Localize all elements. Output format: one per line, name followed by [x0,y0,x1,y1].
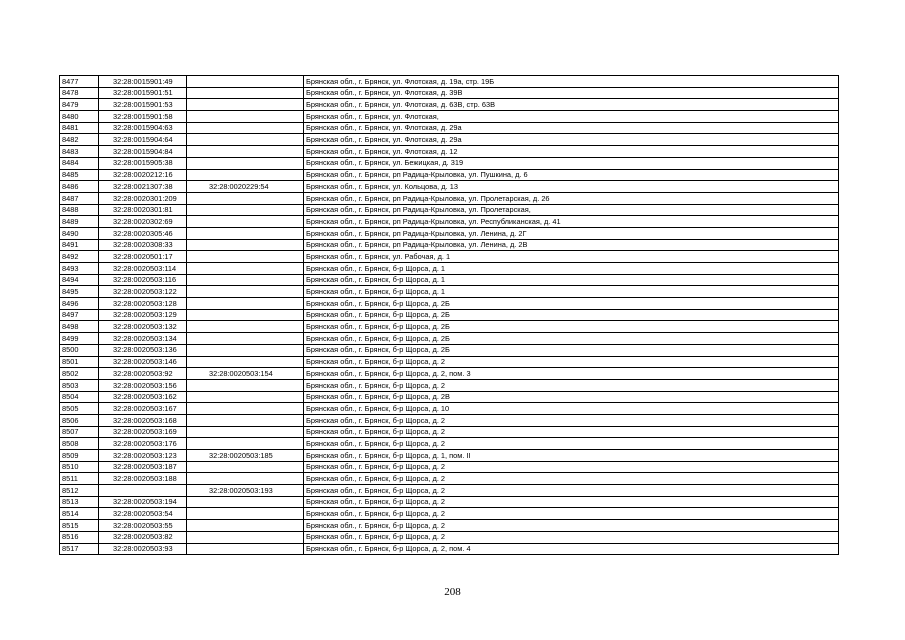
parent-cadastral-number-cell [187,543,304,555]
cadastral-number-cell: 32:28:0020503:54 [99,508,187,520]
table-row [60,274,839,286]
parent-cadastral-number-cell [187,251,304,263]
row-number-cell: 8512 [60,485,99,497]
address-cell: Брянская обл., г. Брянск, б-р Щорса, д. 2 [304,531,839,543]
row-number-cell: 8486 [60,181,99,193]
row-number-cell: 8494 [60,274,99,286]
table-row [60,286,839,298]
cadastral-number-cell: 32:28:0020503:168 [99,414,187,426]
table-row [60,169,839,181]
parent-cadastral-number-cell [187,473,304,485]
cadastral-number-cell: 32:28:0020503:194 [99,496,187,508]
cadastral-number-cell: 32:28:0020503:93 [99,543,187,555]
table-row [60,298,839,310]
cadastral-number-cell: 32:28:0020503:116 [99,274,187,286]
table-row [60,122,839,134]
parent-cadastral-number-cell [187,157,304,169]
address-cell: Брянская обл., г. Брянск, б-р Щорса, д. 2 [304,438,839,450]
table-row [60,239,839,251]
row-number-cell: 8479 [60,99,99,111]
table-row [60,192,839,204]
address-cell: Брянская обл., г. Брянск, б-р Щорса, д. 2Б [304,309,839,321]
cadastral-number-cell: 32:28:0020503:92 [99,368,187,380]
table-row [60,99,839,111]
parent-cadastral-number-cell: 32:28:0020503:193 [187,485,304,497]
cadastral-number-cell: 32:28:0020501:17 [99,251,187,263]
parent-cadastral-number-cell [187,87,304,99]
row-number-cell: 8514 [60,508,99,520]
row-number-cell: 8491 [60,239,99,251]
row-number-cell: 8477 [60,76,99,88]
cadastral-number-cell: 32:28:0015901:49 [99,76,187,88]
row-number-cell: 8497 [60,309,99,321]
row-number-cell: 8513 [60,496,99,508]
parent-cadastral-number-cell [187,274,304,286]
cadastral-number-cell: 32:28:0020503:188 [99,473,187,485]
row-number-cell: 8492 [60,251,99,263]
table-row [60,227,839,239]
row-number-cell: 8495 [60,286,99,298]
address-cell: Брянская обл., г. Брянск, рп Радица-Крыловка, ул. Ленина, д. 2В [304,239,839,251]
table-row [60,531,839,543]
parent-cadastral-number-cell [187,204,304,216]
cadastral-number-cell: 32:28:0020503:136 [99,344,187,356]
table-row [60,391,839,403]
row-number-cell: 8489 [60,216,99,228]
cadastral-number-cell: 32:28:0020308:33 [99,239,187,251]
parent-cadastral-number-cell [187,391,304,403]
parent-cadastral-number-cell [187,414,304,426]
address-cell: Брянская обл., г. Брянск, ул. Кольцова, д. 13 [304,181,839,193]
row-number-cell: 8517 [60,543,99,555]
table-row [60,251,839,263]
cadastral-number-cell: 32:28:0020503:169 [99,426,187,438]
cadastral-number-cell: 32:28:0020503:55 [99,520,187,532]
address-cell: Брянская обл., г. Брянск, б-р Щорса, д. 2 [304,508,839,520]
table-row [60,508,839,520]
parent-cadastral-number-cell [187,496,304,508]
row-number-cell: 8511 [60,473,99,485]
address-cell: Брянская обл., г. Брянск, б-р Щорса, д. 2 [304,414,839,426]
row-number-cell: 8515 [60,520,99,532]
table-row [60,356,839,368]
address-cell: Брянская обл., г. Брянск, ул. Флотская, д. 29а [304,122,839,134]
address-cell: Брянская обл., г. Брянск, б-р Щорса, д. 2, пом. 3 [304,368,839,380]
address-cell: Брянская обл., г. Брянск, б-р Щорса, д. 2 [304,379,839,391]
parent-cadastral-number-cell [187,146,304,158]
cadastral-number-cell: 32:28:0020503:187 [99,461,187,473]
table-row [60,368,839,380]
table-row [60,87,839,99]
row-number-cell: 8478 [60,87,99,99]
row-number-cell: 8488 [60,204,99,216]
cadastral-number-cell: 32:28:0020503:82 [99,531,187,543]
parent-cadastral-number-cell [187,344,304,356]
cadastral-number-cell: 32:28:0020503:162 [99,391,187,403]
row-number-cell: 8498 [60,321,99,333]
cadastral-number-cell: 32:28:0015905:38 [99,157,187,169]
parent-cadastral-number-cell [187,356,304,368]
table-row [60,204,839,216]
parent-cadastral-number-cell [187,426,304,438]
cadastral-number-cell: 32:28:0020301:209 [99,192,187,204]
table-row [60,438,839,450]
table-row [60,344,839,356]
address-cell: Брянская обл., г. Брянск, ул. Рабочая, д. 1 [304,251,839,263]
cadastral-number-cell: 32:28:0015901:58 [99,111,187,123]
table-row [60,473,839,485]
row-number-cell: 8507 [60,426,99,438]
parent-cadastral-number-cell [187,298,304,310]
table-row [60,321,839,333]
page-number: 208 [444,586,461,598]
row-number-cell: 8516 [60,531,99,543]
cadastral-number-cell: 32:28:0020503:122 [99,286,187,298]
row-number-cell: 8502 [60,368,99,380]
parent-cadastral-number-cell [187,438,304,450]
parent-cadastral-number-cell [187,76,304,88]
parent-cadastral-number-cell: 32:28:0020229:54 [187,181,304,193]
table-row [60,543,839,555]
property-table-body [60,76,839,555]
address-cell: Брянская обл., г. Брянск, б-р Щорса, д. 2В [304,391,839,403]
cadastral-number-cell: 32:28:0020212:16 [99,169,187,181]
row-number-cell: 8487 [60,192,99,204]
table-row [60,181,839,193]
address-cell: Брянская обл., г. Брянск, рп Радица-Крыловка, ул. Пролетарская, д. 26 [304,192,839,204]
address-cell: Брянская обл., г. Брянск, ул. Флотская, д. 63В, стр. 63В [304,99,839,111]
address-cell: Брянская обл., г. Брянск, б-р Щорса, д. 2Б [304,333,839,345]
row-number-cell: 8483 [60,146,99,158]
property-table [59,75,839,555]
table-row [60,496,839,508]
row-number-cell: 8509 [60,450,99,462]
table-row [60,309,839,321]
table-row [60,414,839,426]
address-cell: Брянская обл., г. Брянск, рп Радица-Крыловка, ул. Республиканская, д. 41 [304,216,839,228]
parent-cadastral-number-cell [187,192,304,204]
cadastral-number-cell: 32:28:0020305:46 [99,227,187,239]
table-row [60,426,839,438]
address-cell: Брянская обл., г. Брянск, б-р Щорса, д. 1, пом. II [304,450,839,462]
cadastral-number-cell: 32:28:0020503:146 [99,356,187,368]
parent-cadastral-number-cell [187,239,304,251]
cadastral-number-cell: 32:28:0015904:63 [99,122,187,134]
cadastral-number-cell: 32:28:0021307:38 [99,181,187,193]
parent-cadastral-number-cell [187,99,304,111]
parent-cadastral-number-cell [187,461,304,473]
row-number-cell: 8501 [60,356,99,368]
address-cell: Брянская обл., г. Брянск, б-р Щорса, д. 2 [304,461,839,473]
row-number-cell: 8503 [60,379,99,391]
address-cell: Брянская обл., г. Брянск, б-р Щорса, д. 1 [304,274,839,286]
address-cell: Брянская обл., г. Брянск, б-р Щорса, д. 2 [304,485,839,497]
parent-cadastral-number-cell [187,169,304,181]
table-row [60,157,839,169]
address-cell: Брянская обл., г. Брянск, ул. Флотская, д. 39В [304,87,839,99]
table-row [60,333,839,345]
parent-cadastral-number-cell [187,263,304,275]
table-row [60,146,839,158]
address-cell: Брянская обл., г. Брянск, б-р Щорса, д. 2Б [304,321,839,333]
address-cell: Брянская обл., г. Брянск, б-р Щорса, д. 2 [304,473,839,485]
parent-cadastral-number-cell: 32:28:0020503:154 [187,368,304,380]
address-cell: Брянская обл., г. Брянск, б-р Щорса, д. 1 [304,263,839,275]
cadastral-number-cell: 32:28:0015901:51 [99,87,187,99]
cadastral-number-cell [99,485,187,497]
row-number-cell: 8499 [60,333,99,345]
parent-cadastral-number-cell [187,403,304,415]
address-cell: Брянская обл., г. Брянск, ул. Флотская, [304,111,839,123]
cadastral-number-cell: 32:28:0020503:128 [99,298,187,310]
parent-cadastral-number-cell [187,520,304,532]
row-number-cell: 8481 [60,122,99,134]
row-number-cell: 8496 [60,298,99,310]
address-cell: Брянская обл., г. Брянск, б-р Щорса, д. 2 [304,520,839,532]
cadastral-number-cell: 32:28:0020503:123 [99,450,187,462]
address-cell: Брянская обл., г. Брянск, б-р Щорса, д. 2, пом. 4 [304,543,839,555]
cadastral-number-cell: 32:28:0020503:132 [99,321,187,333]
cadastral-number-cell: 32:28:0020302:69 [99,216,187,228]
row-number-cell: 8506 [60,414,99,426]
parent-cadastral-number-cell [187,227,304,239]
cadastral-number-cell: 32:28:0015904:84 [99,146,187,158]
row-number-cell: 8493 [60,263,99,275]
table-row [60,76,839,88]
parent-cadastral-number-cell [187,309,304,321]
parent-cadastral-number-cell [187,508,304,520]
parent-cadastral-number-cell [187,531,304,543]
row-number-cell: 8500 [60,344,99,356]
row-number-cell: 8508 [60,438,99,450]
row-number-cell: 8480 [60,111,99,123]
table-row [60,461,839,473]
parent-cadastral-number-cell [187,216,304,228]
cadastral-number-cell: 32:28:0020503:156 [99,379,187,391]
table-row [60,520,839,532]
address-cell: Брянская обл., г. Брянск, рп Радица-Крыловка, ул. Пролетарская, [304,204,839,216]
row-number-cell: 8485 [60,169,99,181]
cadastral-number-cell: 32:28:0020503:134 [99,333,187,345]
cadastral-number-cell: 32:28:0015901:53 [99,99,187,111]
table-row [60,403,839,415]
address-cell: Брянская обл., г. Брянск, ул. Флотская, д. 19а, стр. 19Б [304,76,839,88]
address-cell: Брянская обл., г. Брянск, б-р Щорса, д. 2 [304,356,839,368]
cadastral-number-cell: 32:28:0020503:176 [99,438,187,450]
cadastral-number-cell: 32:28:0020503:114 [99,263,187,275]
parent-cadastral-number-cell [187,134,304,146]
table-row [60,485,839,497]
address-cell: Брянская обл., г. Брянск, б-р Щорса, д. 1 [304,286,839,298]
address-cell: Брянская обл., г. Брянск, б-р Щорса, д. 10 [304,403,839,415]
address-cell: Брянская обл., г. Брянск, ул. Бежицкая, д. 319 [304,157,839,169]
address-cell: Брянская обл., г. Брянск, б-р Щорса, д. 2 [304,496,839,508]
parent-cadastral-number-cell [187,286,304,298]
address-cell: Брянская обл., г. Брянск, ул. Флотская, д. 12 [304,146,839,158]
parent-cadastral-number-cell [187,333,304,345]
table-row [60,379,839,391]
parent-cadastral-number-cell [187,122,304,134]
table-row [60,263,839,275]
parent-cadastral-number-cell [187,321,304,333]
table-row [60,450,839,462]
cadastral-number-cell: 32:28:0020503:129 [99,309,187,321]
address-cell: Брянская обл., г. Брянск, ул. Флотская, д. 29а [304,134,839,146]
address-cell: Брянская обл., г. Брянск, рп Радица-Крыловка, ул. Пушкина, д. 6 [304,169,839,181]
parent-cadastral-number-cell [187,379,304,391]
row-number-cell: 8505 [60,403,99,415]
address-cell: Брянская обл., г. Брянск, б-р Щорса, д. 2 [304,426,839,438]
parent-cadastral-number-cell: 32:28:0020503:185 [187,450,304,462]
row-number-cell: 8490 [60,227,99,239]
cadastral-number-cell: 32:28:0015904:64 [99,134,187,146]
row-number-cell: 8510 [60,461,99,473]
address-cell: Брянская обл., г. Брянск, б-р Щорса, д. 2Б [304,298,839,310]
parent-cadastral-number-cell [187,111,304,123]
table-row [60,216,839,228]
row-number-cell: 8504 [60,391,99,403]
cadastral-number-cell: 32:28:0020301:81 [99,204,187,216]
cadastral-number-cell: 32:28:0020503:167 [99,403,187,415]
address-cell: Брянская обл., г. Брянск, б-р Щорса, д. 2Б [304,344,839,356]
row-number-cell: 8482 [60,134,99,146]
table-row [60,134,839,146]
address-cell: Брянская обл., г. Брянск, рп Радица-Крыловка, ул. Ленина, д. 2Г [304,227,839,239]
row-number-cell: 8484 [60,157,99,169]
table-row [60,111,839,123]
